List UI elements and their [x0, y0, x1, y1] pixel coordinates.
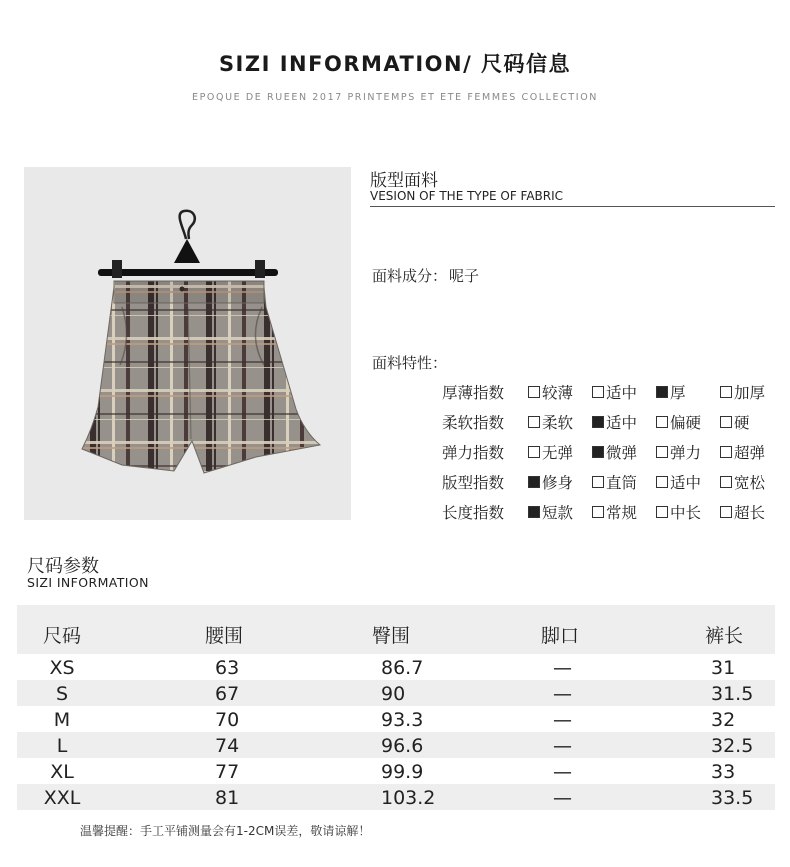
property-row [442, 440, 784, 464]
property-option [656, 381, 720, 403]
table-cell: — [553, 735, 572, 757]
table-cell: 86.7 [381, 657, 424, 679]
property-option-label: 偏硬 [670, 414, 702, 432]
property-option [592, 381, 656, 403]
table-cell: 33.5 [711, 787, 754, 809]
properties-label: 面料特性： [372, 354, 448, 372]
table-cell: 81 [215, 787, 240, 809]
column-header: 腰围 [205, 625, 244, 647]
column-header: 臀围 [372, 625, 411, 647]
table-cell: — [553, 683, 572, 705]
property-option-label: 短款 [542, 504, 574, 522]
property-row [442, 500, 784, 524]
property-option [656, 501, 720, 523]
property-option-label: 修身 [542, 474, 574, 492]
property-option [720, 381, 784, 403]
plaid-shorts-image [24, 167, 351, 520]
column-header: 裤长 [705, 625, 744, 647]
property-option [592, 471, 656, 493]
table-cell: 32 [711, 709, 736, 731]
property-option-label: 直筒 [606, 474, 638, 492]
table-cell: S [55, 683, 69, 705]
table-cell: 63 [215, 657, 240, 679]
property-option [528, 381, 592, 403]
table-cell: 90 [381, 683, 406, 705]
property-option-label: 厚 [670, 384, 686, 402]
hanger-icon [98, 211, 278, 278]
table-row [17, 706, 775, 732]
property-name: 柔软指数 [442, 414, 505, 432]
fabric-heading: 版型面料 [370, 171, 438, 191]
table-cell: XL [50, 761, 74, 783]
property-option [656, 441, 720, 463]
property-option [720, 471, 784, 493]
table-row [17, 784, 775, 810]
property-name: 厚薄指数 [442, 384, 505, 402]
unchecked-box-icon [592, 476, 604, 488]
property-option-label: 超长 [734, 504, 766, 522]
table-cell: — [553, 787, 572, 809]
table-cell: 32.5 [711, 735, 754, 757]
table-cell: M [53, 709, 71, 731]
table-row [17, 732, 775, 758]
property-option-label: 加厚 [734, 384, 766, 402]
property-option-label: 柔软 [542, 414, 574, 432]
column-header: 尺码 [43, 625, 82, 647]
material-info [372, 265, 481, 286]
property-option-label: 微弹 [606, 444, 638, 462]
table-cell: XS [49, 657, 75, 679]
unchecked-box-icon [528, 416, 540, 428]
table-cell: — [553, 761, 572, 783]
column-header: 脚口 [541, 625, 580, 647]
unchecked-box-icon [528, 386, 540, 398]
table-cell: 31 [711, 657, 736, 679]
table-row [17, 680, 775, 706]
property-option [720, 501, 784, 523]
table-cell: 70 [215, 709, 240, 731]
property-option [592, 441, 656, 463]
checked-box-icon [528, 476, 540, 488]
fabric-heading-en: VESION OF THE TYPE OF FABRIC [370, 189, 564, 203]
property-option [592, 411, 656, 433]
property-option-label: 超弹 [734, 444, 766, 462]
unchecked-box-icon [720, 476, 732, 488]
property-option [528, 501, 592, 523]
divider [370, 206, 775, 207]
table-cell: XXL [43, 787, 81, 809]
unchecked-box-icon [592, 386, 604, 398]
property-option [656, 471, 720, 493]
checked-box-icon [592, 416, 604, 428]
table-cell: 103.2 [381, 787, 436, 809]
unchecked-box-icon [656, 446, 668, 458]
table-header [17, 605, 775, 654]
table-cell: 31.5 [711, 683, 754, 705]
material-value: 呢子 [449, 267, 480, 285]
page-title: SIZI INFORMATION/ 尺码信息 [218, 52, 572, 76]
property-option [656, 411, 720, 433]
table-cell: 77 [215, 761, 240, 783]
property-option [720, 441, 784, 463]
unchecked-box-icon [656, 416, 668, 428]
property-option-label: 适中 [670, 474, 702, 492]
property-option-label: 硬 [734, 414, 750, 432]
property-option [528, 411, 592, 433]
size-table [17, 605, 775, 810]
unchecked-box-icon [656, 506, 668, 518]
property-option [528, 471, 592, 493]
property-option-label: 无弹 [542, 444, 574, 462]
property-name: 长度指数 [442, 504, 505, 522]
size-heading-en: SIZI INFORMATION [27, 575, 149, 590]
size-heading: 尺码参数 [27, 556, 99, 577]
product-photo [24, 167, 351, 520]
property-row [442, 470, 784, 494]
property-option [592, 501, 656, 523]
property-option-label: 较薄 [542, 384, 574, 402]
checked-box-icon [656, 386, 668, 398]
unchecked-box-icon [720, 386, 732, 398]
unchecked-box-icon [656, 476, 668, 488]
table-row [17, 654, 775, 680]
property-option-label: 中长 [670, 504, 702, 522]
unchecked-box-icon [592, 506, 604, 518]
table-cell: — [553, 657, 572, 679]
property-row [442, 380, 784, 404]
unchecked-box-icon [720, 446, 732, 458]
property-option-label: 常规 [606, 504, 638, 522]
property-option [720, 411, 784, 433]
property-option-label: 宽松 [734, 474, 766, 492]
table-cell: 96.6 [381, 735, 424, 757]
checked-box-icon [592, 446, 604, 458]
table-row [17, 758, 775, 784]
property-option-label: 适中 [606, 384, 638, 402]
property-name: 版型指数 [442, 474, 505, 492]
table-cell: 67 [215, 683, 240, 705]
table-cell: 99.9 [381, 761, 424, 783]
unchecked-box-icon [528, 446, 540, 458]
property-name: 弹力指数 [442, 444, 505, 462]
unchecked-box-icon [720, 416, 732, 428]
table-cell: 93.3 [381, 709, 424, 731]
measurement-note: 温馨提醒：手工平铺测量会有1-2CM误差，敬请谅解！ [80, 824, 371, 838]
checked-box-icon [528, 506, 540, 518]
material-label: 面料成分： [372, 267, 448, 285]
table-cell: 74 [215, 735, 240, 757]
table-cell: L [56, 735, 68, 757]
property-option-label: 弹力 [670, 444, 702, 462]
table-cell: — [553, 709, 572, 731]
property-row [442, 410, 784, 434]
property-option [528, 441, 592, 463]
property-option-label: 适中 [606, 414, 638, 432]
table-cell: 33 [711, 761, 736, 783]
unchecked-box-icon [720, 506, 732, 518]
page-subtitle: EPOQUE DE RUEEN 2017 PRINTEMPS ET ETE FEMMES COLLECTION [192, 92, 598, 103]
